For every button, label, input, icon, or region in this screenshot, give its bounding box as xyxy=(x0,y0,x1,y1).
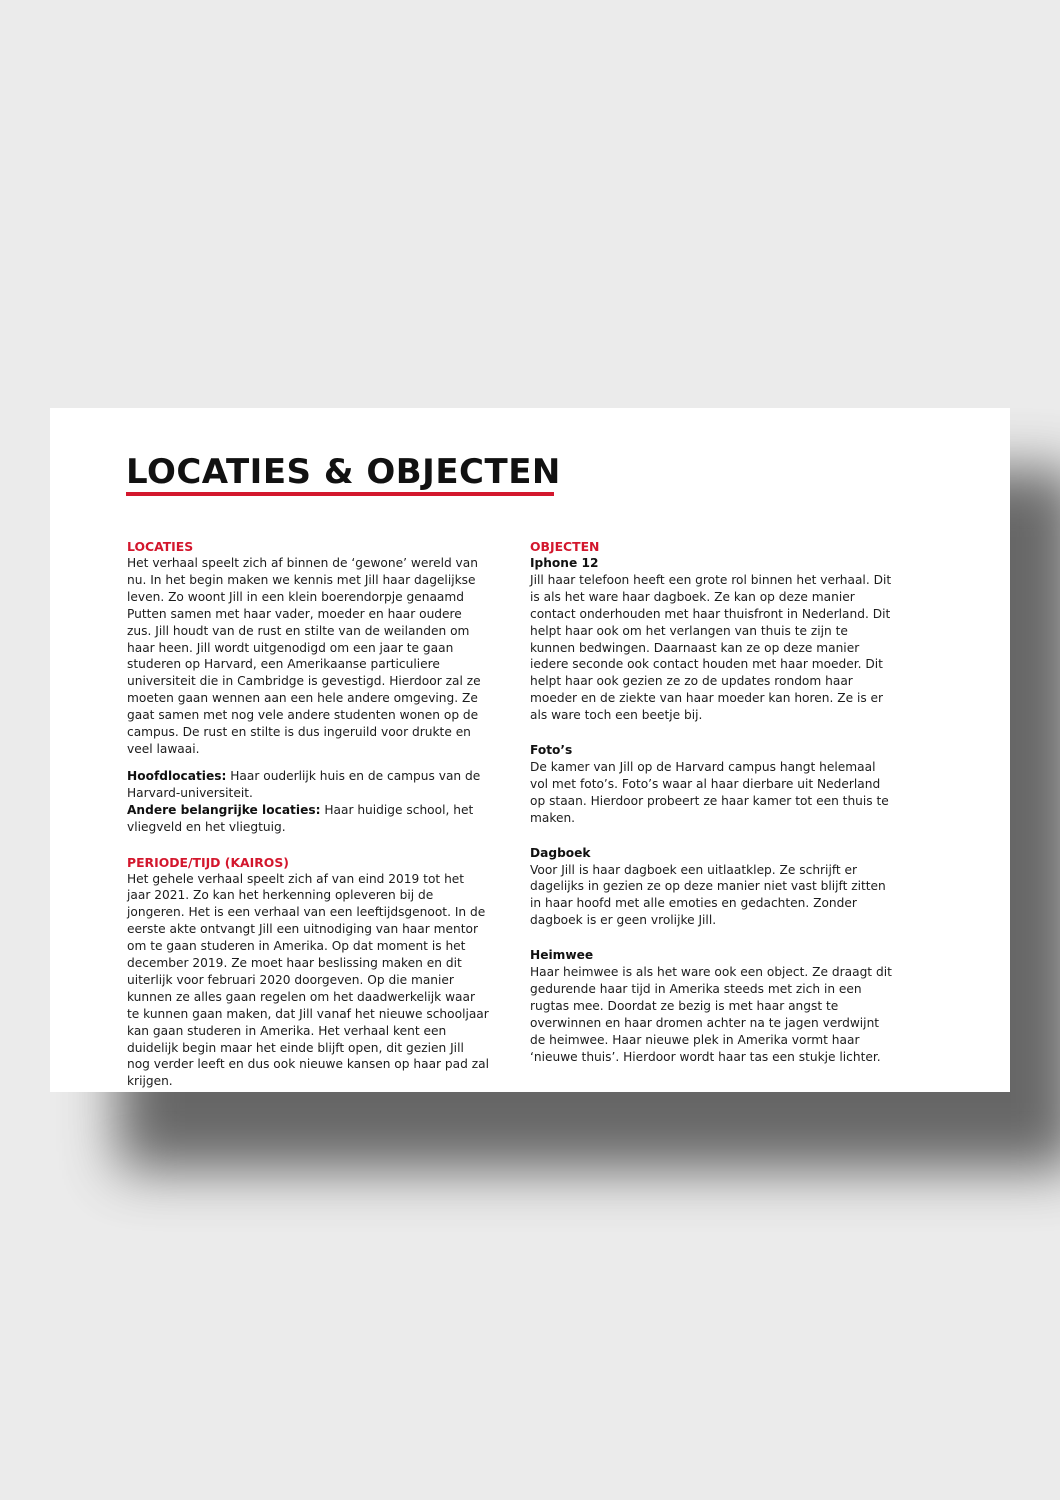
object-heading-dagboek: Dagboek xyxy=(530,845,591,860)
left-column xyxy=(127,538,489,1090)
object-heading-iphone: Iphone 12 xyxy=(530,556,599,570)
object-text-iphone: Jill haar telefoon heeft een grote rol binnen het verhaal. Dit is als het ware haar dagboek. Ze kan op deze manier contact onderhouden met haar thuisfront in Nederland. Dit helpt haar ook om het verlangen van thuis te zijn te kunnen bedwingen. Daarnaast kan ze op deze manier iedere seconde ook contact houden met haar moeder. Dit helpt haar ook gezien ze zo de updates rondom haar moeder en de ziekte van haar moeder kan horen. Ze is er als ware toch een beetje bij. xyxy=(530,572,892,723)
andere-locaties-text: Haar huidige school, het vliegveld en het vliegtuig. xyxy=(127,802,474,834)
andere-locaties-label: Andere belangrijke locaties: xyxy=(127,802,321,817)
section-heading-objecten: OBJECTEN xyxy=(530,539,600,554)
section-heading-periode: PERIODE/TIJD (KAIROS) xyxy=(127,854,289,870)
object-text-fotos: De kamer van Jill op de Harvard campus hangt helemaal vol met foto’s. Foto’s waar al haar dierbare uit Nederland op staan. Hierdoor probeert ze haar kamer tot een thuis te maken. xyxy=(530,759,889,825)
page-title: LOCATIES & OBJECTEN xyxy=(126,452,561,492)
periode-body: Het gehele verhaal speelt zich af van eind 2019 tot het jaar 2021. Zo kan het herkenning opleveren bij de jongeren. Het is een verhaal van een leeftijdsgenoot. In de eerste akte ontvangt Jill een uitnodiging van haar mentor om te gaan studeren in Amerika. Op dat moment is het december 2019. Ze moet haar beslissing maken en dit uiterlijk voor februari 2020 doorgeven. Op die manier kunnen ze alles gaan regelen om het daadwerkelijk waar te kunnen gaan maken, dat Jill vanaf het nieuwe schooljaar kan gaan studeren in Amerika. Het verhaal kent een duidelijk begin maar het einde blijft open, dit gezien Jill nog verder leeft en dus ook nieuwe kansen op haar pad zal krijgen. xyxy=(127,871,489,1089)
object-heading-heimwee: Heimwee xyxy=(530,948,594,963)
hoofdlocaties-line xyxy=(127,768,489,802)
hoofdlocaties-text: Haar ouderlijk huis en de campus van de Harvard-universiteit. xyxy=(127,768,481,800)
andere-locaties-line xyxy=(127,802,489,836)
right-column xyxy=(530,538,892,1065)
document-page xyxy=(50,408,1010,1092)
object-text-dagboek: Voor Jill is haar dagboek een uitlaatklep. Ze schrijft er dagelijks in gezien ze op deze manier niet vast blijft zitten in haar hoofd met alle emoties en gedachten. Zonder dagboek is er geen vrolijke Jill. xyxy=(530,862,886,928)
object-heading-fotos: Foto’s xyxy=(530,743,573,758)
title-underline xyxy=(126,492,554,496)
object-text-heimwee: Haar heimwee is als het ware ook een object. Ze draagt dit gedurende haar tijd in Amerika steeds met zich in een rugtas mee. Doordat ze bezig is met haar angst te overwinnen en haar dromen achter na te jagen verdwijnt de heimwee. Haar nieuwe plek in Amerika vormt haar ‘nieuwe thuis’. Hierdoor wordt haar tas een stukje lichter. xyxy=(530,965,892,1064)
section-heading-locaties: LOCATIES xyxy=(127,539,194,554)
hoofdlocaties-label: Hoofdlocaties: xyxy=(127,768,227,783)
locaties-body: Het verhaal speelt zich af binnen de ‘gewone’ wereld van nu. In het begin maken we kennis met Jill haar dagelijkse leven. Zo woont Jill in een klein boerendorpje genaamd Putten samen met haar vader, moeder en haar oudere zus. Jill houdt van de rust en stilte van de weilanden om haar heen. Jill wordt uitgenodigd om een jaar te gaan studeren op Harvard, een Amerikaanse particuliere universiteit die in Cambridge is gevestigd. Hierdoor zal ze moeten gaan wennen aan een hele andere omgeving. Ze gaat samen met nog vele andere studenten wonen op de campus. De rust en stilte is dus ingeruild voor drukte en veel lawaai. xyxy=(127,556,481,756)
